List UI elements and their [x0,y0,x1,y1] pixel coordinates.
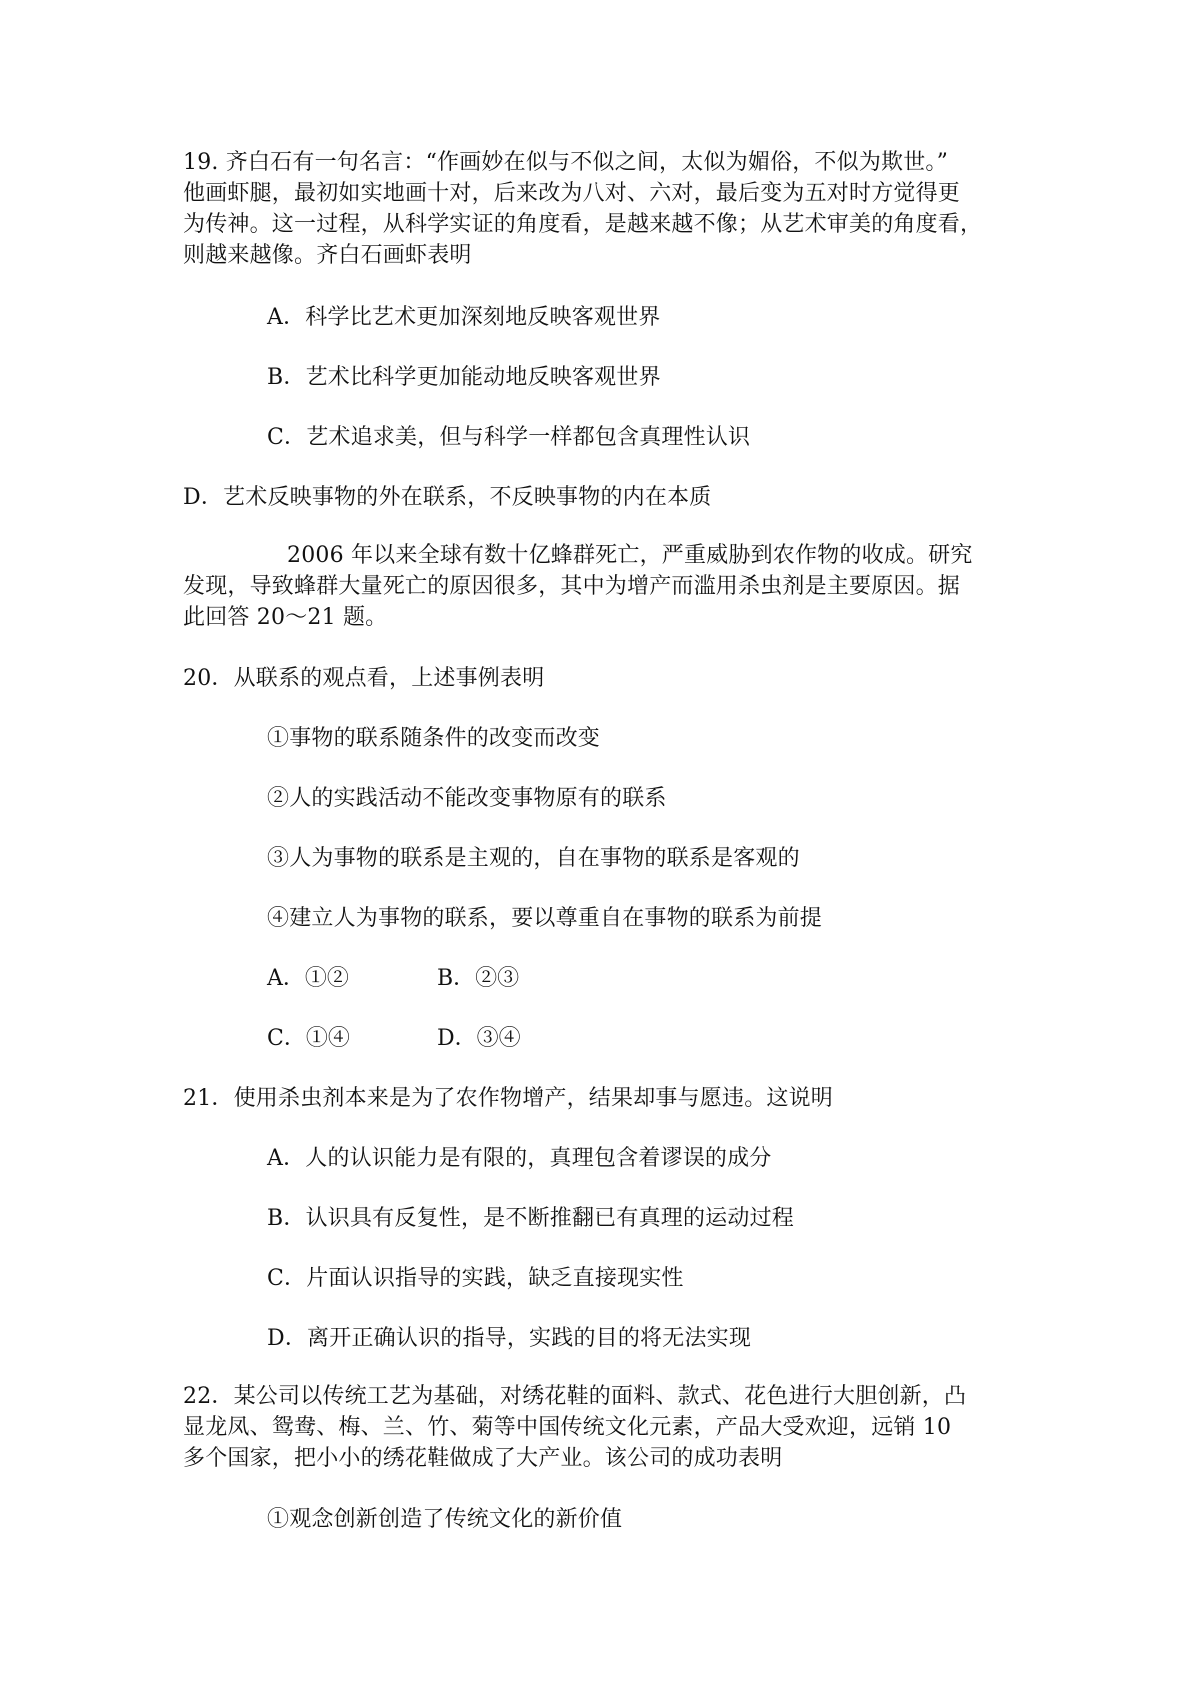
material-line-2: 发现，导致蜂群大量死亡的原因很多，其中为增产而滥用杀虫剂是主要原因。据 [183,574,961,599]
q21-option-b: B．认识具有反复性，是不断推翻已有真理的运动过程 [267,1206,794,1231]
q20-option-d: D．③④ [437,1026,521,1051]
q22-stem-line-2: 显龙凤、鸳鸯、梅、兰、竹、菊等中国传统文化元素，产品大受欢迎，远销 10 [183,1415,952,1440]
q19-stem [183,147,1025,271]
q19-stem-line-2: 他画虾腿，最初如实地画十对，后来改为八对、六对，最后变为五对时方觉得更 [183,181,961,206]
q21-stem: 21．使用杀虫剂本来是为了农作物增产，结果却事与愿违。这说明 [183,1086,833,1111]
q20-options-row-1 [267,964,519,994]
q20-statement-3: ③人为事物的联系是主观的，自在事物的联系是客观的 [267,846,800,871]
q22-statement-1: ①观念创新创造了传统文化的新价值 [267,1507,623,1532]
q21-option-d: D．离开正确认识的指导，实践的目的将无法实现 [267,1326,752,1351]
q20-stem: 20．从联系的观点看，上述事例表明 [183,666,545,691]
q20-option-b: B．②③ [437,966,520,991]
q19-stem-line-4: 则越来越像。齐白石画虾表明 [183,243,472,268]
q20-statement-2: ②人的实践活动不能改变事物原有的联系 [267,786,667,811]
q19-option-d: D．艺术反映事物的外在联系，不反映事物的内在本质 [183,485,712,510]
q19-stem-line-3: 为传神。这一过程，从科学实证的角度看，是越来越不像；从艺术审美的角度看， [183,212,983,237]
material-line-1: 2006 年以来全球有数十亿蜂群死亡，严重威胁到农作物的收成。研究 [287,543,973,568]
q19-option-c: C．艺术追求美，但与科学一样都包含真理性认识 [267,425,751,450]
q22-stem [183,1381,1025,1474]
q20-option-c: C．①④ [267,1026,350,1051]
q20-option-a: A．①② [267,966,349,991]
q20-options-row-2 [267,1024,521,1054]
material-paragraph [183,540,1025,633]
material-line-3: 此回答 20～21 题。 [183,605,388,630]
q21-option-c: C．片面认识指导的实践，缺乏直接现实性 [267,1266,684,1291]
q22-stem-line-1: 22．某公司以传统工艺为基础，对绣花鞋的面料、款式、花色进行大胆创新，凸 [183,1384,967,1409]
q19-option-b: B．艺术比科学更加能动地反映客观世界 [267,365,661,390]
q21-option-a: A．人的认识能力是有限的，真理包含着谬误的成分 [267,1146,772,1171]
q22-stem-line-3: 多个国家，把小小的绣花鞋做成了大产业。该公司的成功表明 [183,1446,783,1471]
q19-option-a: A．科学比艺术更加深刻地反映客观世界 [267,305,661,330]
q19-stem-line-1: 19. 齐白石有一句名言：“作画妙在似与不似之间，太似为媚俗，不似为欺世。” [183,150,949,175]
q20-statement-1: ①事物的联系随条件的改变而改变 [267,726,601,751]
q20-statement-4: ④建立人为事物的联系，要以尊重自在事物的联系为前提 [267,906,823,931]
